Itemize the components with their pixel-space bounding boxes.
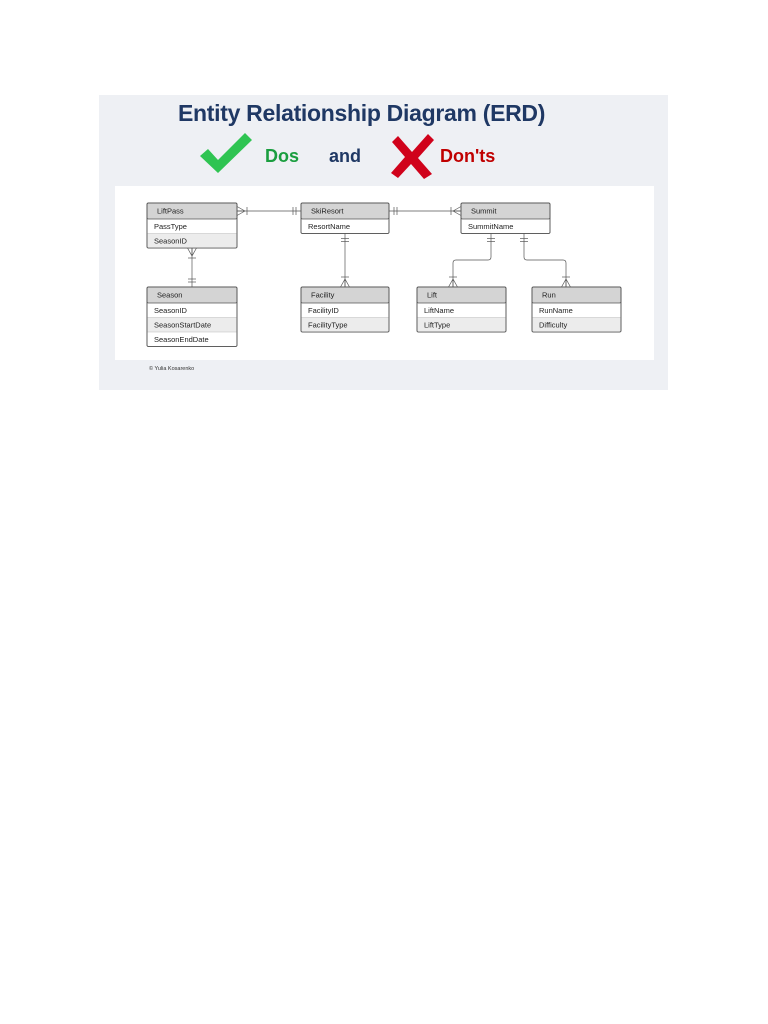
- entity-title: SkiResort: [311, 206, 344, 216]
- entity-title: LiftPass: [157, 206, 184, 216]
- entity-attribute: SeasonEndDate: [154, 335, 209, 344]
- copyright-text: © Yulia Kosarenko: [149, 366, 195, 372]
- entity-boxes: [147, 203, 621, 347]
- entity-attribute: SeasonID: [154, 236, 187, 246]
- entity-attribute: LiftType: [424, 320, 451, 330]
- entity-summit: [461, 203, 550, 234]
- entity-title: Facility: [311, 290, 335, 300]
- entity-skiresort: [301, 203, 389, 234]
- entity-liftpass: [147, 203, 237, 248]
- entity-attribute: FacilityID: [308, 306, 339, 315]
- entity-lift: [417, 287, 506, 332]
- and-label: and: [329, 146, 362, 166]
- entity-attribute: PassType: [154, 222, 187, 231]
- entity-attribute: ResortName: [308, 222, 351, 231]
- page-title: Entity Relationship Diagram (ERD): [178, 100, 546, 126]
- entity-attribute: SeasonStartDate: [154, 320, 212, 330]
- entity-title: Season: [157, 290, 183, 300]
- entity-season: [147, 287, 237, 347]
- entity-attribute: Difficulty: [539, 320, 568, 330]
- entity-run: [532, 287, 621, 332]
- donts-label: Don'ts: [440, 146, 496, 166]
- entity-attribute: SummitName: [468, 222, 514, 231]
- entity-attribute: SeasonID: [154, 306, 187, 315]
- entity-attribute: LiftName: [424, 306, 455, 315]
- entity-title: Run: [542, 290, 556, 300]
- entity-attribute: FacilityType: [308, 320, 348, 330]
- entity-title: Summit: [471, 206, 497, 216]
- entity-title: Lift: [427, 290, 438, 300]
- dos-label: Dos: [265, 146, 300, 166]
- entity-facility: [301, 287, 389, 332]
- entity-attribute: RunName: [539, 306, 573, 315]
